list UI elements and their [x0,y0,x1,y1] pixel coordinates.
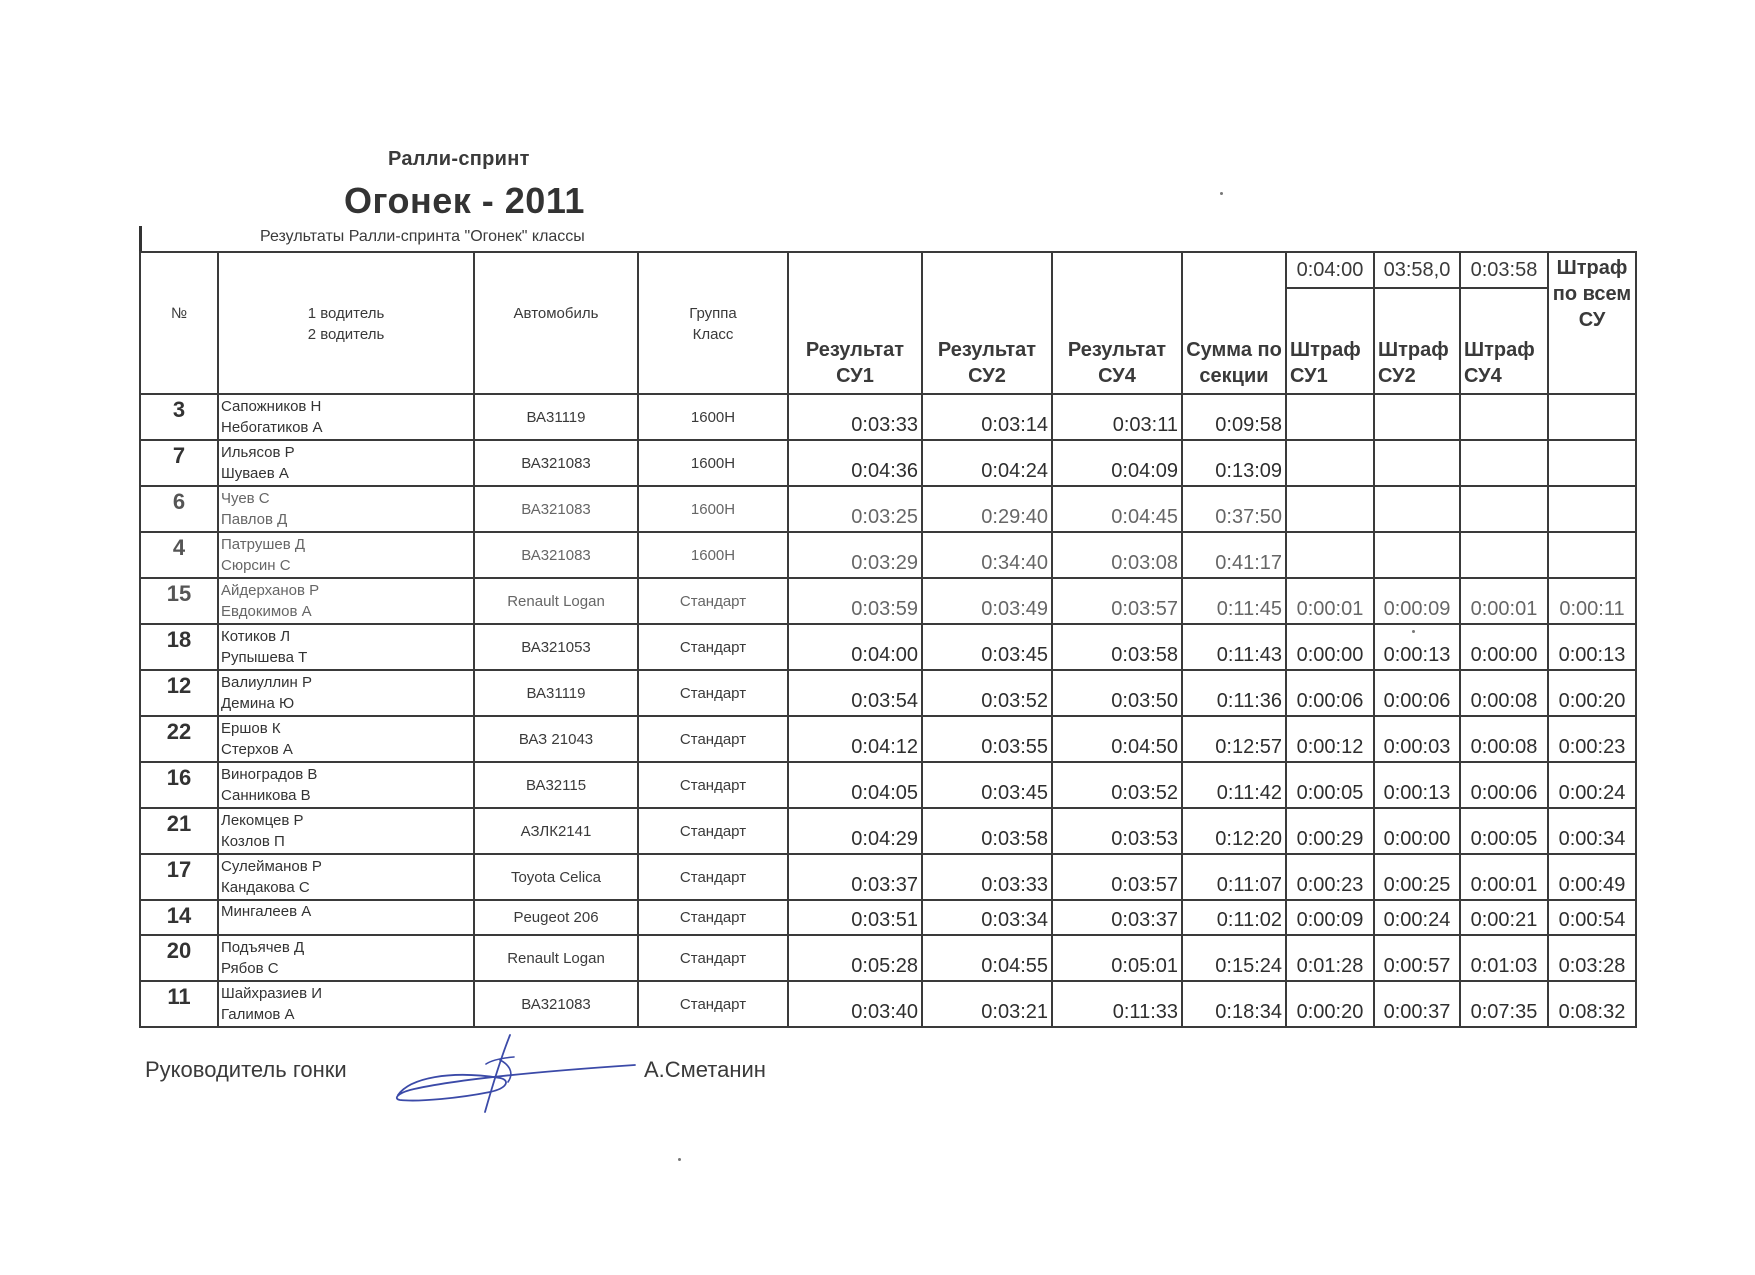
driver1-name: Ершов К [221,720,281,737]
col-header-car: Автомобиль [474,252,638,394]
drivers-cell [218,981,474,1027]
car-cell: ВА321083 [474,532,638,578]
su1-result-cell: 0:03:54 [788,670,922,716]
penalty-su2-cell: 0:00:13 [1374,762,1460,808]
penalty-su1-cell: 0:00:05 [1286,762,1374,808]
col-header-su1: Результат СУ1 [788,252,922,394]
col-header-driver2: 2 водитель [307,326,385,343]
class-cell: Стандарт [638,935,788,981]
su1-result-cell: 0:04:29 [788,808,922,854]
table-row [140,716,1636,762]
section-sum-cell: 0:11:36 [1182,670,1286,716]
su4-result-cell: 0:03:37 [1052,900,1182,935]
car-cell: Renault Logan [474,935,638,981]
col-header-su4: Результат СУ4 [1052,252,1182,394]
car-cell: ВА321083 [474,440,638,486]
table-row [140,900,1636,935]
penalty-su4-cell: 0:00:01 [1460,854,1548,900]
penalty-su1-cell [1286,486,1374,532]
penalty-total-cell: 0:00:34 [1548,808,1636,854]
table-row [140,762,1636,808]
su2-result-cell: 0:03:34 [922,900,1052,935]
table-row [140,854,1636,900]
results-caption: Результаты Ралли-спринта "Огонек" классы [260,228,585,245]
penalty-su1-cell [1286,394,1374,440]
penalty-total-cell: 0:00:11 [1548,578,1636,624]
penalty-total-cell: 0:00:49 [1548,854,1636,900]
penalty-total-cell [1548,532,1636,578]
driver2-name: Галимов А [221,1006,295,1023]
reference-time-su2: 03:58,0 [1374,252,1460,288]
su4-result-cell: 0:03:58 [1052,624,1182,670]
class-cell: Стандарт [638,854,788,900]
penalty-su4-cell: 0:00:01 [1460,578,1548,624]
penalty-su4-cell: 0:00:08 [1460,670,1548,716]
drivers-cell [218,900,474,935]
penalty-su1-cell: 0:00:29 [1286,808,1374,854]
class-cell: Стандарт [638,981,788,1027]
penalty-total-cell [1548,440,1636,486]
table-row [140,935,1636,981]
class-cell: Стандарт [638,578,788,624]
su2-result-cell: 0:04:55 [922,935,1052,981]
penalty-su4-cell: 0:00:08 [1460,716,1548,762]
penalty-su2-cell: 0:00:13 [1374,624,1460,670]
table-row [140,440,1636,486]
results-body [140,394,1636,1027]
car-number-cell: 20 [140,935,218,981]
penalty-total-cell [1548,394,1636,440]
su1-result-cell: 0:03:40 [788,981,922,1027]
car-cell: АЗЛК2141 [474,808,638,854]
col-header-group-line1: Группа [689,305,737,322]
section-sum-cell: 0:12:20 [1182,808,1286,854]
penalty-su2-cell [1374,532,1460,578]
driver1-name: Сулейманов Р [221,858,322,875]
su4-result-cell: 0:03:50 [1052,670,1182,716]
penalty-su1-cell [1286,440,1374,486]
driver2-name: Рябов С [221,960,279,977]
race-director-label: Руководитель гонки [145,1057,347,1082]
driver2-name: Санникова В [221,787,311,804]
penalty-su4-cell: 0:01:03 [1460,935,1548,981]
penalty-su2-cell: 0:00:57 [1374,935,1460,981]
car-number-cell: 18 [140,624,218,670]
section-sum-cell: 0:12:57 [1182,716,1286,762]
su1-result-cell: 0:03:29 [788,532,922,578]
driver2-name: Небогатиков А [221,419,323,436]
su1-result-cell: 0:04:05 [788,762,922,808]
car-cell: ВА321083 [474,981,638,1027]
penalty-su2-cell [1374,394,1460,440]
car-number-cell: 7 [140,440,218,486]
su2-result-cell: 0:03:58 [922,808,1052,854]
su2-result-cell: 0:03:55 [922,716,1052,762]
car-number-cell: 14 [140,900,218,935]
penalty-su4-cell: 0:07:35 [1460,981,1548,1027]
class-cell: Стандарт [638,716,788,762]
penalty-total-cell: 0:03:28 [1548,935,1636,981]
penalty-su2-cell: 0:00:09 [1374,578,1460,624]
table-left-mark [139,226,142,252]
section-sum-cell: 0:11:43 [1182,624,1286,670]
driver1-name: Сапожников Н [221,398,322,415]
event-subtitle: Ралли-спринт [388,148,530,170]
car-number-cell: 15 [140,578,218,624]
su4-result-cell: 0:05:01 [1052,935,1182,981]
car-cell: Renault Logan [474,578,638,624]
col-header-penalty-su2: Штраф СУ2 [1374,288,1460,394]
drivers-cell [218,532,474,578]
drivers-cell [218,624,474,670]
driver1-name: Патрушев Д [221,536,306,553]
table-row [140,981,1636,1027]
car-number-cell: 22 [140,716,218,762]
penalty-su4-cell [1460,486,1548,532]
su1-result-cell: 0:04:36 [788,440,922,486]
drivers-cell [218,440,474,486]
penalty-su2-cell: 0:00:25 [1374,854,1460,900]
car-cell: Peugeot 206 [474,900,638,935]
col-header-driver1: 1 водитель [307,305,385,322]
penalty-su2-cell [1374,440,1460,486]
section-sum-cell: 0:11:42 [1182,762,1286,808]
su2-result-cell: 0:03:33 [922,854,1052,900]
su2-result-cell: 0:34:40 [922,532,1052,578]
class-cell: Стандарт [638,808,788,854]
car-cell: Toyota Celica [474,854,638,900]
penalty-su2-cell: 0:00:00 [1374,808,1460,854]
penalty-su2-cell: 0:00:06 [1374,670,1460,716]
penalty-su2-cell [1374,486,1460,532]
su4-result-cell: 0:11:33 [1052,981,1182,1027]
penalty-total-cell: 0:00:13 [1548,624,1636,670]
penalty-su1-cell: 0:00:09 [1286,900,1374,935]
class-cell: Стандарт [638,900,788,935]
penalty-su4-cell: 0:00:00 [1460,624,1548,670]
driver2-name: Евдокимов А [221,603,312,620]
class-cell: Стандарт [638,670,788,716]
su4-result-cell: 0:03:53 [1052,808,1182,854]
penalty-su1-cell: 0:00:00 [1286,624,1374,670]
penalty-su1-cell: 0:00:06 [1286,670,1374,716]
drivers-cell [218,762,474,808]
car-number-cell: 21 [140,808,218,854]
su4-result-cell: 0:04:09 [1052,440,1182,486]
table-row [140,486,1636,532]
driver1-name: Шайхразиев И [221,985,323,1002]
car-number-cell: 4 [140,532,218,578]
car-number-cell: 6 [140,486,218,532]
scan-speck [1412,630,1415,633]
section-sum-cell: 0:11:45 [1182,578,1286,624]
car-cell: ВА321053 [474,624,638,670]
class-cell: 1600Н [638,394,788,440]
reference-time-su4: 0:03:58 [1460,252,1548,288]
driver1-name: Айдерханов Р [221,582,320,599]
col-header-penalty-all: Штраф по всем СУ [1548,252,1636,394]
su1-result-cell: 0:05:28 [788,935,922,981]
drivers-cell [218,578,474,624]
penalty-su4-cell: 0:00:05 [1460,808,1548,854]
drivers-cell [218,935,474,981]
su4-result-cell: 0:04:45 [1052,486,1182,532]
penalty-total-cell: 0:08:32 [1548,981,1636,1027]
penalty-su4-cell: 0:00:21 [1460,900,1548,935]
section-sum-cell: 0:37:50 [1182,486,1286,532]
table-row [140,394,1636,440]
penalty-su4-cell [1460,532,1548,578]
car-cell: ВАЗ 21043 [474,716,638,762]
su2-result-cell: 0:03:21 [922,981,1052,1027]
su2-result-cell: 0:03:45 [922,624,1052,670]
event-title: Огонек - 2011 [344,180,585,221]
car-number-cell: 16 [140,762,218,808]
su2-result-cell: 0:29:40 [922,486,1052,532]
penalty-su1-cell: 0:00:23 [1286,854,1374,900]
driver2-name: Стерхов А [221,741,293,758]
car-number-cell: 17 [140,854,218,900]
su4-result-cell: 0:03:11 [1052,394,1182,440]
col-header-group [638,252,788,394]
su1-result-cell: 0:03:51 [788,900,922,935]
col-header-drivers [218,252,474,394]
penalty-su4-cell [1460,394,1548,440]
driver1-name: Котиков Л [221,628,291,645]
section-sum-cell: 0:41:17 [1182,532,1286,578]
driver2-name: Рупышева Т [221,649,308,666]
col-header-su2: Результат СУ2 [922,252,1052,394]
table-row [140,532,1636,578]
driver2-name: Кандакова С [221,879,310,896]
penalty-su1-cell: 0:00:12 [1286,716,1374,762]
col-header-num: № [140,252,218,394]
class-cell: 1600Н [638,440,788,486]
su1-result-cell: 0:04:12 [788,716,922,762]
su2-result-cell: 0:03:45 [922,762,1052,808]
penalty-total-cell: 0:00:23 [1548,716,1636,762]
section-sum-cell: 0:11:07 [1182,854,1286,900]
penalty-su4-cell [1460,440,1548,486]
reference-time-su1: 0:04:00 [1286,252,1374,288]
car-cell: ВА321083 [474,486,638,532]
driver1-name: Валиуллин Р [221,674,312,691]
penalty-su1-cell: 0:01:28 [1286,935,1374,981]
penalty-su1-cell: 0:00:20 [1286,981,1374,1027]
driver1-name: Подъячев Д [221,939,305,956]
su4-result-cell: 0:03:57 [1052,578,1182,624]
section-sum-cell: 0:18:34 [1182,981,1286,1027]
car-number-cell: 3 [140,394,218,440]
col-header-sum: Сумма по секции [1182,252,1286,394]
driver2-name: Сюрсин С [221,557,291,574]
su1-result-cell: 0:03:59 [788,578,922,624]
table-row [140,670,1636,716]
car-cell: ВА31119 [474,394,638,440]
drivers-cell [218,394,474,440]
su2-result-cell: 0:03:14 [922,394,1052,440]
driver2-name: Демина Ю [221,695,295,712]
su1-result-cell: 0:04:00 [788,624,922,670]
signature-image [390,1030,650,1120]
driver2-name: Павлов Д [221,511,288,528]
driver2-name: Шуваев А [221,465,289,482]
drivers-cell [218,854,474,900]
drivers-cell [218,486,474,532]
class-cell: 1600Н [638,532,788,578]
reference-time-row [140,252,1636,288]
col-header-penalty-su1: Штраф СУ1 [1286,288,1374,394]
class-cell: Стандарт [638,762,788,808]
car-number-cell: 12 [140,670,218,716]
race-director-name: А.Сметанин [644,1057,766,1082]
su4-result-cell: 0:03:08 [1052,532,1182,578]
col-header-group-line2: Класс [692,326,734,343]
section-sum-cell: 0:11:02 [1182,900,1286,935]
section-sum-cell: 0:09:58 [1182,394,1286,440]
driver2-name: Козлов П [221,833,285,850]
drivers-cell [218,808,474,854]
penalty-su1-cell [1286,532,1374,578]
driver1-name: Виноградов В [221,766,318,783]
penalty-su2-cell: 0:00:37 [1374,981,1460,1027]
driver1-name: Ильясов Р [221,444,295,461]
table-row [140,578,1636,624]
su1-result-cell: 0:03:37 [788,854,922,900]
drivers-cell [218,670,474,716]
penalty-su2-cell: 0:00:03 [1374,716,1460,762]
scan-speck [678,1158,681,1161]
su4-result-cell: 0:03:57 [1052,854,1182,900]
car-cell: ВА32115 [474,762,638,808]
penalty-su4-cell: 0:00:06 [1460,762,1548,808]
su2-result-cell: 0:03:49 [922,578,1052,624]
col-header-penalty-su4: Штраф СУ4 [1460,288,1548,394]
section-sum-cell: 0:15:24 [1182,935,1286,981]
penalty-total-cell: 0:00:20 [1548,670,1636,716]
scan-speck [1220,192,1223,195]
su2-result-cell: 0:03:52 [922,670,1052,716]
penalty-su1-cell: 0:00:01 [1286,578,1374,624]
car-number-cell: 11 [140,981,218,1027]
class-cell: 1600Н [638,486,788,532]
driver1-name: Чуев С [221,490,270,507]
drivers-cell [218,716,474,762]
results-table [139,251,1637,1028]
section-sum-cell: 0:13:09 [1182,440,1286,486]
car-cell: ВА31119 [474,670,638,716]
penalty-su2-cell: 0:00:24 [1374,900,1460,935]
driver1-name: Мингалеев А [221,903,312,920]
su2-result-cell: 0:04:24 [922,440,1052,486]
penalty-total-cell: 0:00:24 [1548,762,1636,808]
penalty-total-cell [1548,486,1636,532]
table-row [140,808,1636,854]
class-cell: Стандарт [638,624,788,670]
su1-result-cell: 0:03:33 [788,394,922,440]
su1-result-cell: 0:03:25 [788,486,922,532]
driver1-name: Лекомцев Р [221,812,304,829]
su4-result-cell: 0:04:50 [1052,716,1182,762]
penalty-total-cell: 0:00:54 [1548,900,1636,935]
su4-result-cell: 0:03:52 [1052,762,1182,808]
